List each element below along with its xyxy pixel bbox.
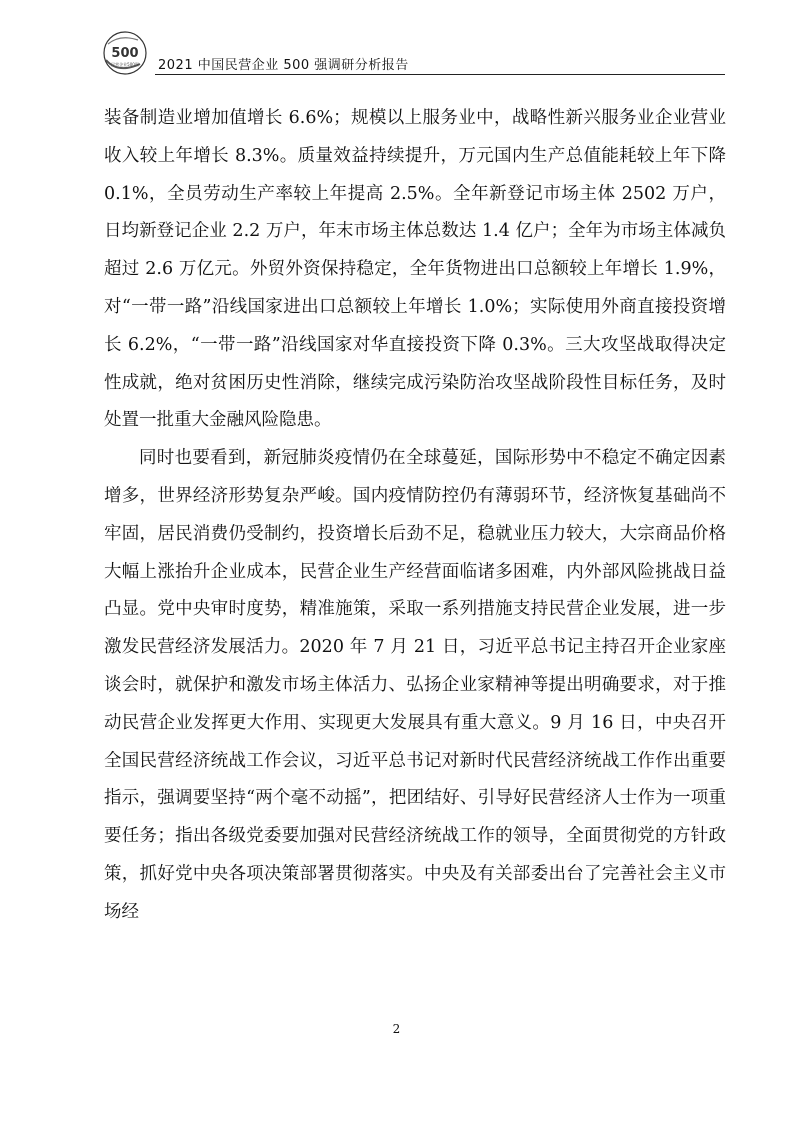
paragraph-1: 装备制造业增加值增长 6.6%；规模以上服务业中，战略性新兴服务业企业营业收入较上年增长 8.3%。质量效益持续提升，万元国内生产总值能耗较上年下降 0.1%，全员劳动生产率较上年提高 2.5%。全年新登记市场主体 2502 万户，日均新登记企业 2.2 万户，年末市场主体总数达 1.4 亿户；全年为市场主体减负超过 2.6 万亿元。外贸外资保持稳定，全年货物进出口总额较上年增长 1.9%，对“一带一路”沿线国家进出口总额较上年增长 1.0%；实际使用外商直接投资增长 6.2%，“一带一路”沿线国家对华直接投资下降 0.3%。三大攻坚战取得决定性成就，绝对贫困历史性消除，继续完成污染防治攻坚战阶段性目标任务，及时处置一批重大金融风险隐患。 [104,108,726,431]
page-number: 2 [392,1022,401,1036]
header-title: 2021 中国民营企业 500 强调研分析报告 [158,58,409,73]
logo-number: 500 [111,46,139,61]
header-divider [155,74,725,75]
page-header [100,30,720,80]
body-text [104,100,726,932]
paragraph-2: 同时也要看到，新冠肺炎疫情仍在全球蔓延，国际形势中不稳定不确定因素增多，世界经济形势复杂严峻。国内疫情防控仍有薄弱环节，经济恢复基础尚不牢固，居民消费仍受制约，投资增长后劲不足，稳就业压力较大，大宗商品价格大幅上涨抬升企业成本，民营企业生产经营面临诸多困难，内外部风险挑战日益凸显。党中央审时度势，精准施策，采取一系列措施支持民营企业发展，进一步激发民营经济发展活力。2020 年 7 月 21 日，习近平总书记主持召开企业家座谈会时，就保护和激发市场主体活力、弘扬企业家精神等提出明确要求，对于推动民营企业发挥更大作用、实现更大发展具有重大意义。9 月 16 日，中央召开全国民营经济统战工作会议，习近平总书记对新时代民营经济统战工作作出重要指示，强调要坚持“两个毫不动摇”，把团结好、引导好民营经济人士作为一项重要任务；指出各级党委要加强对民营经济统战工作的领导，全面贯彻党的方针政策，抓好党中央各项决策部署贯彻落实。中央及有关部委出台了完善社会主义市场经 [104,448,726,922]
logo-caption: 民营企业500强 [111,62,139,67]
report-logo [100,30,150,76]
